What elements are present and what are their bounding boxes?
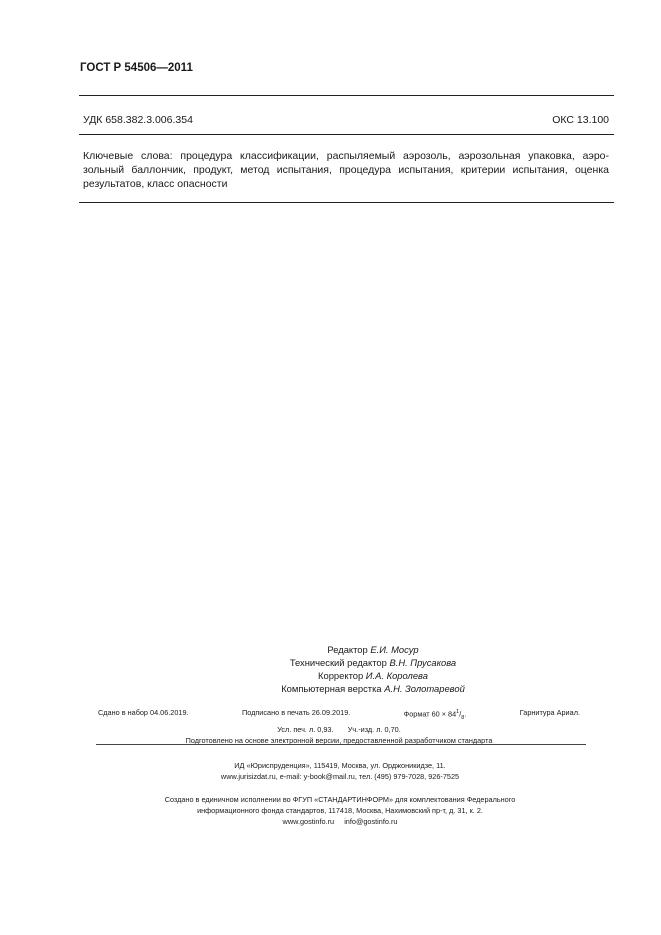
- credit-name: В.Н. Прусакова: [389, 657, 457, 668]
- keywords-line: результатов, класс опасности: [83, 178, 228, 190]
- print-sheets: Усл. печ. л. 0,93.: [277, 724, 334, 734]
- keywords-paragraph: [83, 149, 609, 191]
- oks-code: ОКС 13.100: [552, 114, 609, 126]
- publisher-address: ИД «Юриспруденция», 115419, Москва, ул. Орджоникидзе, 11.: [234, 761, 446, 770]
- format-prefix: Формат 60 × 84: [403, 709, 457, 719]
- print-info-divider: [96, 744, 586, 745]
- submitted-date: Сдано в набор 04.06.2019.: [98, 708, 189, 717]
- signed-date: Подписано в печать 26.09.2019.: [241, 708, 351, 717]
- classification-divider: [79, 134, 614, 135]
- top-divider: [79, 95, 614, 96]
- format-numerator: 1: [456, 709, 460, 715]
- production-web: www.gostinfo.ru info@gostinfo.ru: [282, 817, 398, 826]
- publisher-contacts: www.jurisizdat.ru, e-mail: y-book@mail.ru, тел. (495) 979-7028, 926-7525: [220, 772, 460, 781]
- standard-code: ГОСТ Р 54506—2011: [80, 62, 193, 74]
- credit-role: Компьютерная верстка: [281, 683, 382, 694]
- keywords-line: зольный баллончик, продукт, метод испытания, процедура испытания, критерии испытания, оценка: [83, 164, 609, 176]
- credit-editor: [150, 643, 596, 656]
- sheets-row: [96, 724, 582, 735]
- production-block: [110, 794, 570, 827]
- credit-role: Технический редактор: [289, 657, 387, 668]
- credit-tech-editor: [150, 656, 596, 669]
- format-suffix: .: [464, 709, 467, 719]
- credits-block: [150, 643, 596, 695]
- format-separator: /: [459, 709, 462, 719]
- paper-format: [404, 707, 467, 724]
- production-line: информационного фонда стандартов, 117418, Москва, Нахимовский пр-т, д. 31, к. 2.: [197, 806, 483, 815]
- credit-name: А.Н. Золотаревой: [384, 683, 465, 694]
- credit-layout: [150, 682, 596, 695]
- credit-proofreader: [150, 669, 596, 682]
- prepared-note: Подготовлено на основе электронной версии, предоставленной разработчиком стандарта: [185, 735, 493, 745]
- credit-name: Е.И. Мосур: [370, 644, 419, 655]
- udc-code: УДК 658.382.3.006.354: [83, 114, 193, 126]
- format-denominator: 8: [461, 714, 465, 721]
- credit-role: Редактор: [327, 644, 368, 655]
- credit-role: Корректор: [318, 670, 364, 681]
- publisher-block: [110, 760, 570, 782]
- keywords-divider: [79, 202, 614, 203]
- print-info-row: [96, 707, 582, 724]
- edition-sheets: Уч.-изд. л. 0,70.: [347, 724, 401, 734]
- production-line: Создано в единичном исполнении во ФГУП «СТАНДАРТИНФОРМ» для комплектования Федерального: [164, 795, 516, 804]
- print-info-block: [96, 707, 582, 746]
- keywords-line: Ключевые слова: процедура классификации, распыляемый аэрозоль, аэрозольная упаковка, аэро-: [83, 150, 609, 162]
- typeface: Гарнитура Ариал.: [519, 708, 580, 717]
- credit-name: И.А. Королева: [365, 670, 428, 681]
